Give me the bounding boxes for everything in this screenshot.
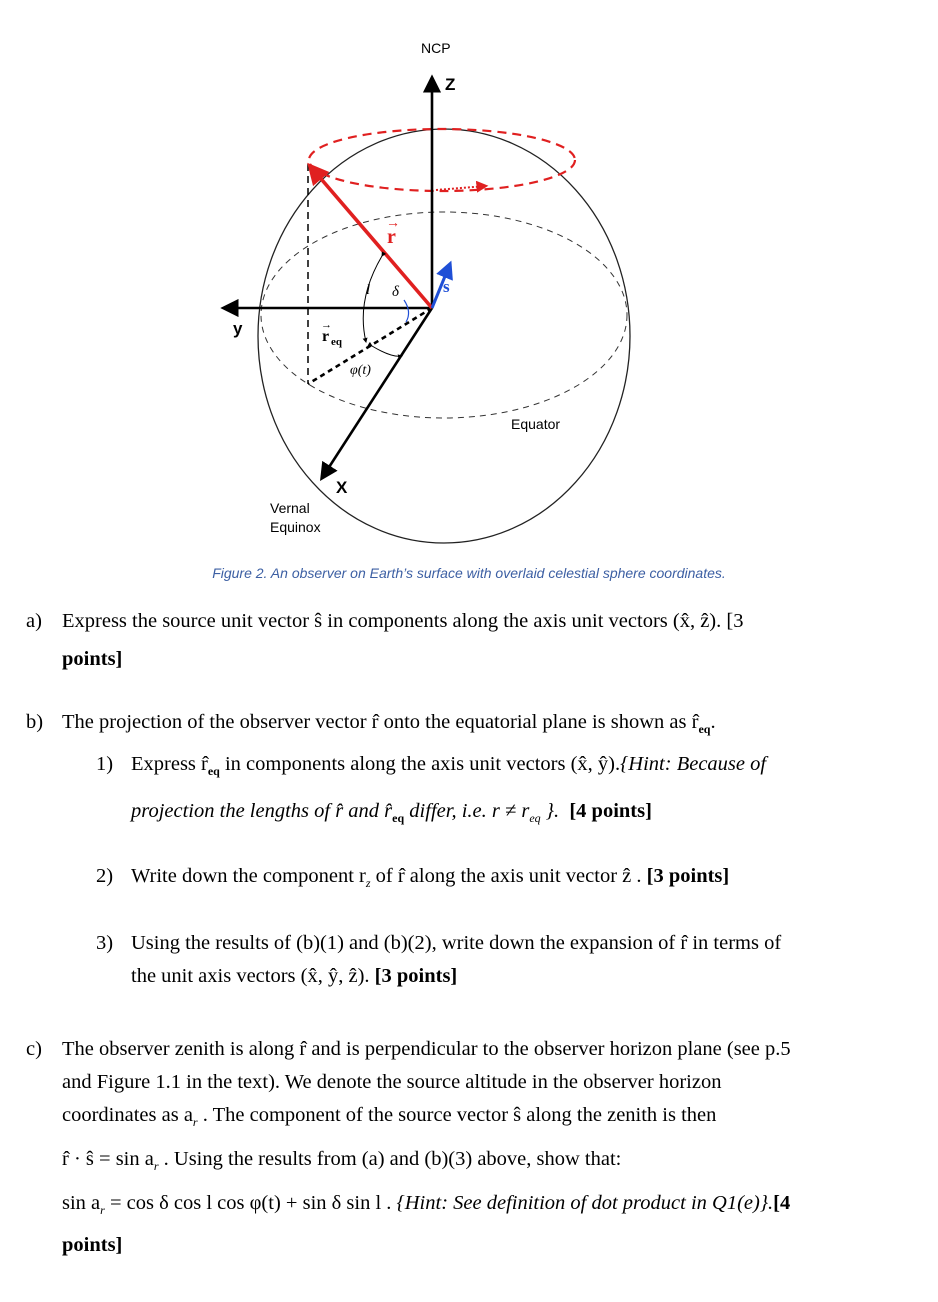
x-label: X — [336, 478, 348, 497]
question-b1-line1: Express $r̂_{eq}$ in components along the axis unit vectors (x̂, ŷ).{Hint: Because of — [131, 753, 767, 779]
question-b3-number: 3) — [96, 932, 114, 954]
declination-circle — [309, 129, 575, 191]
question-c-line3: coordinates as $a_r$ . The component of the source vector ŝ along the zenith is then — [62, 1104, 717, 1130]
delta-angle-arc — [404, 300, 409, 322]
s-label: s — [443, 277, 450, 296]
question-b1-line2: projection the lengths of r̂ and $r̂_{eq}$ differ, i.e. $r \ne r_{eq}$ }. [4 points] — [131, 800, 652, 826]
question-c-line6: points] — [62, 1234, 123, 1257]
question-c-line4: r̂ · ŝ = $\sin a_r$ . Using the results from (a) and (b)(3) above, show that: — [62, 1148, 622, 1174]
question-c-label: c) — [26, 1038, 42, 1060]
r-arrow-accent: → — [386, 216, 400, 231]
r-eq-arrow-accent: → — [321, 319, 332, 331]
celestial-sphere-figure — [0, 0, 938, 560]
l-angle-arc — [363, 256, 382, 342]
question-b3-line2: the unit axis vectors (x̂, ŷ, ẑ). [3 points] — [131, 965, 458, 987]
question-b3-line1: Using the results of (b)(1) and (b)(2), write down the expansion of r̂ in terms of — [131, 932, 782, 954]
phi-angle-label: φ(t) — [350, 363, 371, 378]
r-label: r — [387, 226, 396, 248]
question-b2-line: Write down the component $r_z$ of r̂ along the axis unit vector ẑ . [3 points] — [131, 865, 730, 891]
question-a-line2: points] — [62, 648, 123, 670]
question-c-line5: $\sin a_r = \cos \delta$ cos l cos φ(t) + sin δ sin l . {Hint: See definition of dot product in Q1(e)}.[4 — [62, 1192, 791, 1218]
question-c-line2: and Figure 1.1 in the text). We denote the source altitude in the observer horizon — [62, 1071, 722, 1093]
x-axis — [322, 308, 432, 478]
y-label: y — [233, 319, 243, 338]
phi-angle-arc — [372, 346, 402, 356]
question-b1-number: 1) — [96, 753, 114, 775]
figure-caption: Figure 2. An observer on Earth’s surface with overlaid celestial sphere coordinates. — [212, 565, 726, 581]
ncp-label: NCP — [421, 40, 451, 56]
equator-ellipse — [261, 212, 627, 418]
vernal-label: Vernal — [270, 500, 310, 516]
equator-label: Equator — [511, 416, 561, 432]
question-b-label: b) — [26, 711, 44, 733]
equinox-label: Equinox — [270, 519, 321, 535]
question-b-intro: The projection of the observer vector r̂ onto the equatorial plane is shown as $r̂_{eq}$. — [62, 711, 716, 737]
l-angle-label: l — [366, 282, 371, 298]
question-b2-number: 2) — [96, 865, 114, 887]
r-eq-sub: eq — [331, 336, 342, 348]
question-c-line1: The observer zenith is along r̂ and is perpendicular to the observer horizon plane (see p.5 — [62, 1038, 791, 1060]
z-label: Z — [445, 75, 456, 94]
s-arrow-accent: → — [441, 268, 453, 282]
r-eq-label: r — [322, 328, 330, 345]
question-a-line1: Express the source unit vector ŝ in components along the axis unit vectors (x̂, ẑ). [3 — [62, 610, 744, 632]
question-a-label: a) — [26, 610, 42, 632]
delta-angle-label: δ — [392, 284, 399, 300]
rotation-arrow — [436, 186, 486, 190]
